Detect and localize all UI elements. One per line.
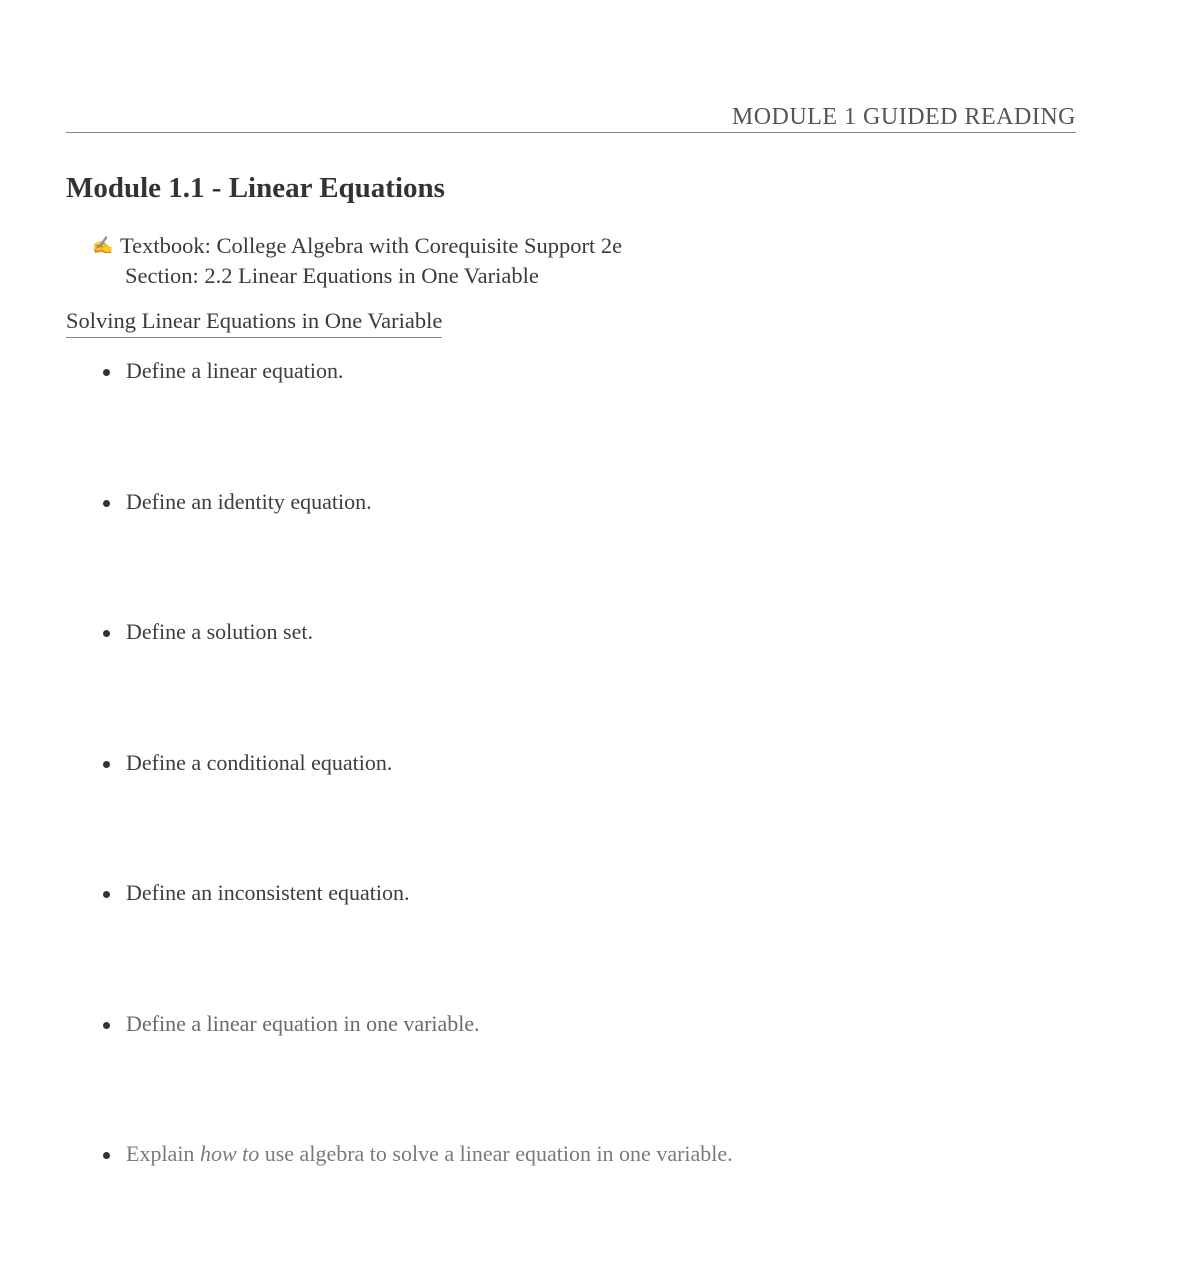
list-item-text: Define an inconsistent equation.: [126, 880, 410, 905]
list-item-text: Define a linear equation.: [126, 358, 344, 383]
bullet-icon: [103, 1022, 110, 1029]
pencil-icon: ✍: [92, 236, 114, 255]
textbook-line: [92, 231, 622, 261]
list-item-text-post: use algebra to solve a linear equation in one variable.: [259, 1141, 733, 1166]
bullet-icon: [103, 891, 110, 898]
module-title: Module 1.1 - Linear Equations: [66, 172, 445, 204]
bullet-icon: [103, 369, 110, 376]
list-item-emphasis: how to: [199, 1141, 260, 1166]
list-item-text: Define a solution set.: [126, 619, 313, 644]
header-rule: [66, 132, 1076, 133]
list-item: [100, 1141, 733, 1272]
list-item-text: Define an identity equation.: [126, 488, 372, 514]
bullet-icon: [103, 630, 110, 637]
question-list: [100, 358, 733, 1272]
textbook-title: Textbook: College Algebra with Corequisite Support 2e: [120, 233, 623, 258]
list-item-text: Define a conditional equation.: [126, 749, 393, 775]
bullet-icon: [103, 1152, 110, 1159]
section-heading: Solving Linear Equations in One Variable: [66, 308, 442, 338]
list-item: [100, 1011, 733, 1142]
bullet-icon: [103, 500, 110, 507]
list-item-text: Define a linear equation in one variable.: [126, 1010, 480, 1036]
bullet-icon: [103, 761, 110, 768]
list-item: [100, 358, 733, 489]
textbook-section: Section: 2.2 Linear Equations in One Variable: [125, 263, 539, 288]
list-item-text-pre: Explain: [126, 1141, 200, 1166]
list-item: [100, 489, 733, 620]
list-item: [100, 750, 733, 881]
running-header: MODULE 1 GUIDED READING: [731, 104, 1076, 130]
list-item: [100, 619, 733, 750]
textbook-reference: [92, 231, 622, 291]
list-item: [100, 880, 733, 1011]
